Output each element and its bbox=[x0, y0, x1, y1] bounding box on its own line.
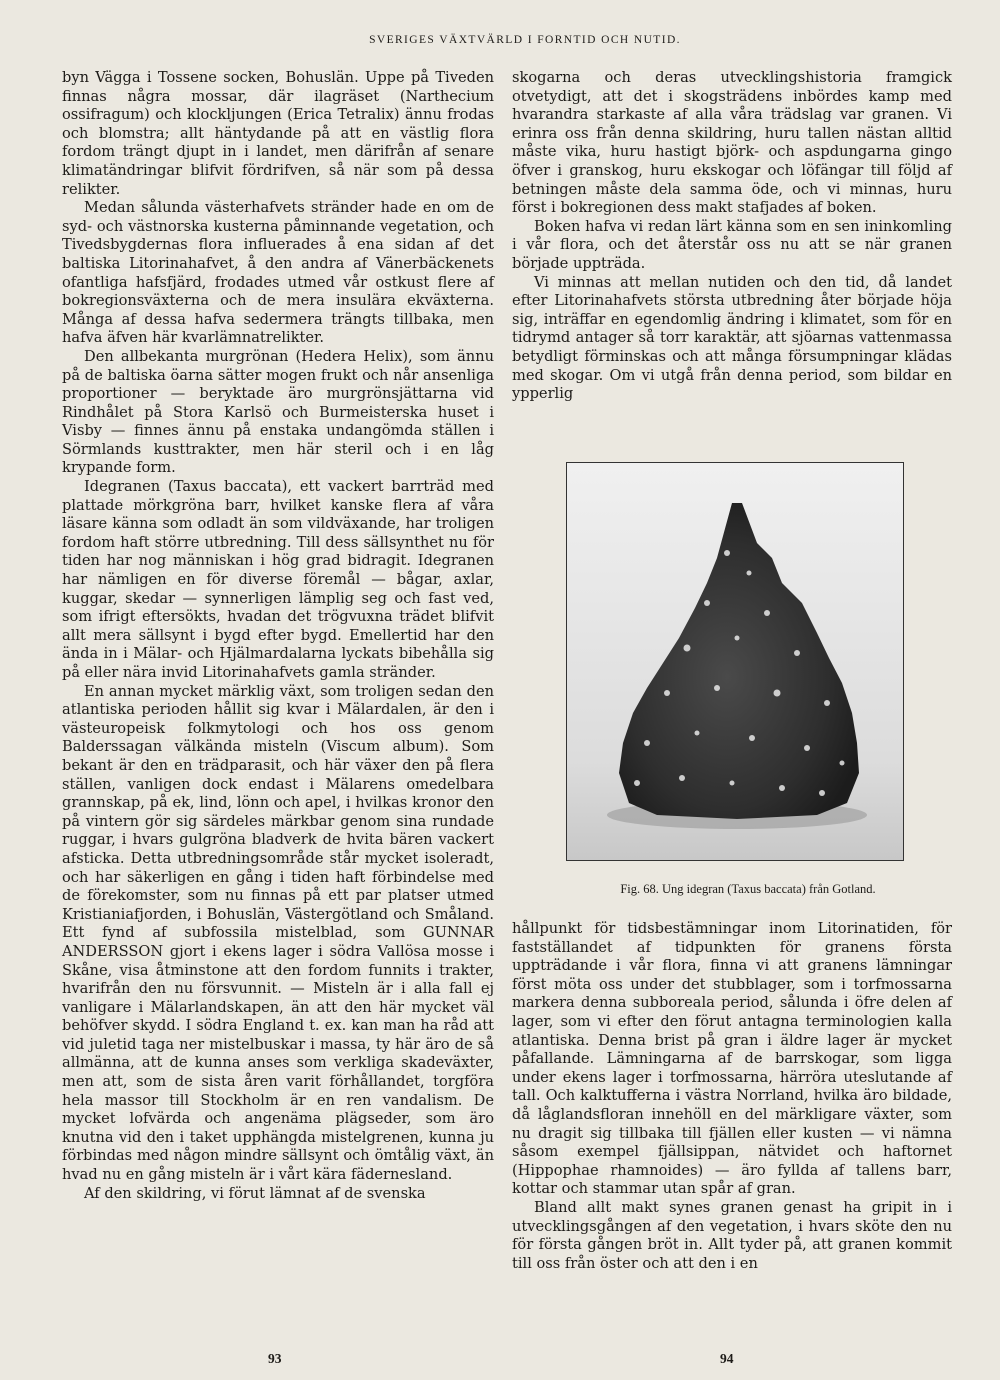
left-column bbox=[62, 69, 494, 1203]
page-number-left: 93 bbox=[268, 1351, 282, 1366]
left-paragraph-3: Den allbekanta murgrönan (Hedera Helix), som ännu på de baltiska öarna sätter mogen frukt och når ansenliga proportioner — beryktade äro murgrönsjättarna vid Rindhålet på Stora Karlsö och Burmeisterska huset i Visby — finnes ännu på enstaka undangömda ställen i Sörmlands kusttrakter, men här steril och i en låg krypande form. bbox=[62, 347, 494, 477]
yew-tree-illustration bbox=[567, 463, 903, 860]
left-paragraph-4: Idegranen (Taxus baccata), ett vackert barrträd med plattade mörkgröna barr, hvilket kanske flera af våra läsare känna som odladt än som vildväxande, har troligen fordom haft större utbredning. Till dess sällsynthet nu för tiden har nog människan i hög grad bidragit. Idegranen har nämligen en för diverse föremål — bågar, axlar, kuggar, skedar — synnerligen lämplig seg och fast ved, som ifrigt eftersökts, hvadan det trögvuxna trädet blifvit allt mera sällsynt i bygd efter bygd. Emellertid har den ända in i Mälar- och Hjälmardalarna lyckats bibehålla sig på eller nära invid Litorinahafvets gamla stränder. bbox=[62, 478, 494, 681]
running-header: SVERIGES VÄXTVÄRLD I FORNTID OCH NUTID. bbox=[369, 34, 681, 46]
left-paragraph-5: En annan mycket märklig växt, som troligen sedan den atlantiska perioden hållit sig kvar i Mälardalen, är den i västeuropeisk folkmytologi och hos oss genom Balderssagan välkända misteln (Viscum album). Som bekant är den en trädparasit, och här växer den på flera ställen, vanligen dock endast i Mälarens omedelbara grannskap, på ek, lind, lönn och apel, i hvilkas kronor den på vintern gör sig särdeles märkbar genom sina rundade ruggar, i hvars gulgröna bladverk de hvita bären vackert afsticka. Detta utbredningsområde står mycket isoleradt, och har säkerligen en gång i tiden haft förbindelse med de förekomster, som nu finnas på ett par platser utmed Kristianiafjorden, i Bohuslän, Västergötland och Småland. Ett fynd af subfossila mistelblad, som GUNNAR ANDERSSON gjort i ekens lager i södra Vallösa mosse i Skåne, visa åtminstone att den fordom funnits i trakter, hvarifrån den nu försvunnit. — Misteln är i alla fall ej vanligare i Mälarlandskapen, än att den här mycket väl behöfver skydd. I södra England t. ex. kan man ha råd att vid juletid taga ner mistelbuskar i massa, ty här äro de så allmänna, att de kunna anses som verkliga skadeväxter, men att, som de sista åren varit förhållandet, torgföra hela massor till Stockholm är en ren vandalism. De mycket lofvärda och angenäma plägseder, som äro knutna vid den i taket upphängda mistelgrenen, kunna ju förbindas med någon mindre sällsynt och ömtålig växt, än hvad nu en gång misteln är i vårt kära fädernesland. bbox=[62, 682, 494, 1184]
yew-tree-photo bbox=[566, 462, 904, 861]
right-column-bottom bbox=[512, 920, 952, 1273]
right-paragraph-3: Vi minnas att mellan nutiden och den tid, då landet efter Litorinahafvets största utbredning åter började höja sig, inträffar en egendomlig ändring i klimatet, som för en tidrymd antager så torr karaktär, att sjöarnas vattenmassa betydligt förminskas och att många försumpningar klädas med skogar. Om vi utgå från denna period, som bildar en ypperlig bbox=[512, 273, 952, 403]
left-paragraph-1: byn Vägga i Tossene socken, Bohuslän. Uppe på Tiveden finnas några mossar, där ilagräset (Narthecium ossifragum) och klockljungen (Erica Tetralix) ännu frodas och blomstra; allt häntydande på att en västlig flora fordom trängt djupt in i landet, men därifrån af senare klimatändringar blifvit fördrifven, så när som på dessa relikter. bbox=[62, 69, 494, 198]
right-paragraph-4: hållpunkt för tidsbestämningar inom Litorinatiden, för fastställandet af tidpunkten för granens första uppträdande i vår flora, finna vi att granens lämningar först möta oss under det stubblager, som i torfmossarna markera denna subboreala period, sålunda i öfre delen af lager, som vi efter den förut antagna terminologien kalla atlantiska. Denna brist på gran i äldre lager är mycket påfallande. Lämningarna af de barrskogar, som ligga under ekens lager i torfmossarna, härröra uteslutande af tall. Och kalktufferna i västra Norrland, hvilka äro bildade, då låglandsfloran innehöll en del märkligare växter, som nu dragit sig tillbaka till fjällen eller kusten — vi nämna såsom exempel fjällsippan, nätvidet och haftornet (Hippophae rhamnoides) — äro fyllda af tallens barr, kottar och stammar utan spår af gran. bbox=[512, 920, 952, 1198]
right-paragraph-2: Boken hafva vi redan lärt känna som en sen ininkomling i vår flora, och det återstår oss nu att se när granen började uppträda. bbox=[512, 217, 952, 272]
right-column-top bbox=[512, 69, 952, 404]
left-paragraph-2: Medan sålunda västerhafvets stränder hade en om de syd- och västnorska kusterna påminnande vegetation, och Tivedsbygdernas flora influerades å ena sidan af det baltiska Litorinahafvet, å den andra af Vänerbäckenets ofantliga hafsfjärd, frodades utmed vår ostkust flere af bokregionsväxterna och de mera insulära ekväxterna. Många af dessa hafva sedermera trängts tillbaka, men hafva äfven här kvarlämnatrelikter. bbox=[62, 199, 494, 347]
left-paragraph-6: Af den skildring, vi förut lämnat af de svenska bbox=[84, 1184, 426, 1202]
right-paragraph-1: skogarna och deras utvecklingshistoria framgick otvetydigt, att det i skogsträdens inbördes kamp med hvarandra starkaste af alla våra trädslag var granen. Vi erinra oss från denna skildring, huru tallen nästan alltid måste vika, huru hastigt björk- och aspdungarna gingo öfver i granskog, huru ekskogar och löfängar till följd af betningen måste dela samma öde, och vi minnas, huru först i bokregionen dess makt stafjades af boken. bbox=[512, 69, 952, 217]
page-number-right: 94 bbox=[720, 1351, 734, 1366]
figure-caption: Fig. 68. Ung idegran (Taxus baccata) från Gotland. bbox=[620, 882, 876, 896]
right-paragraph-5: Bland allt makt synes granen genast ha gripit in i utvecklingsgången af den vegetation, i hvars sköte den nu för första gången bröt in. Allt tyder på, att granen kommit till oss från öster och att den i en bbox=[512, 1198, 952, 1272]
